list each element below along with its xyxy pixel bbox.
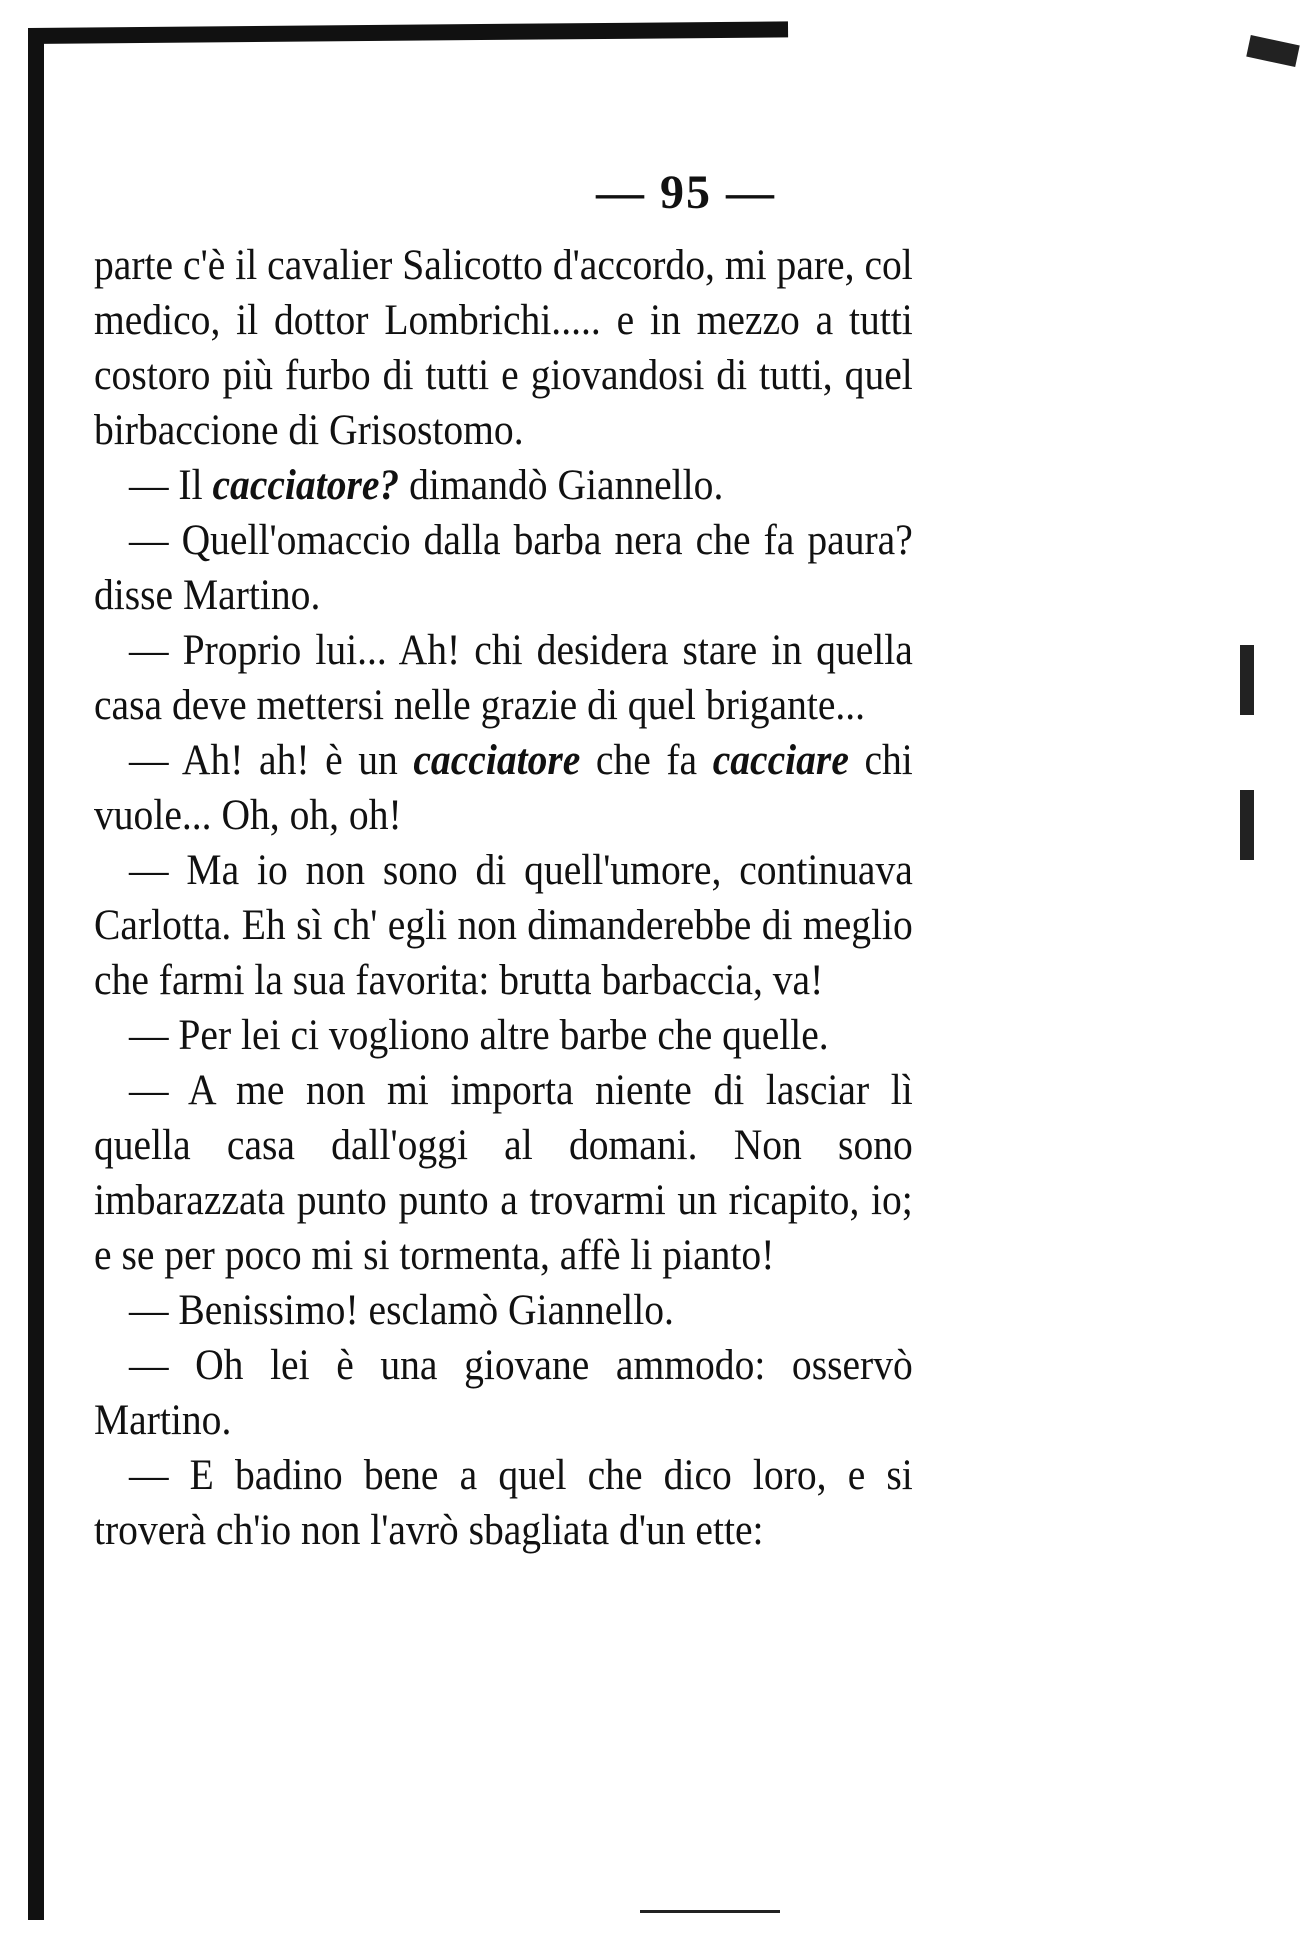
book-page-text [94, 238, 913, 1558]
paragraph: — A me non mi importa niente di lasciar lì quella casa dall'oggi al domani. Non sono imbarazzata punto punto a trovarmi un ricapito, io; e se per poco mi si tormenta, affè li pianto! [94, 1067, 913, 1279]
paragraph: — Quell'omaccio dalla barba nera che fa paura? disse Martino. [94, 517, 913, 619]
paragraph: — Ma io non sono di quell'umore, continuava Carlotta. Eh sì ch' egli non dimanderebbe di meglio che farmi la sua favorita: brutta barbaccia, va! [94, 847, 913, 1004]
paragraph: — Proprio lui... Ah! chi desidera stare in quella casa deve mettersi nelle grazie di quel brigante... [94, 627, 913, 729]
scan-artifact [1240, 645, 1254, 715]
paragraph: — Oh lei è una giovane ammodo: osservò Martino. [94, 1342, 913, 1444]
scan-artifact [640, 1910, 780, 1913]
page-number-header: — 95 — [596, 166, 776, 219]
scan-artifact [1240, 790, 1254, 860]
paragraph: — Per lei ci vogliono altre barbe che quelle. [128, 1012, 829, 1059]
paragraph: parte c'è il cavalier Salicotto d'accordo, mi pare, col medico, il dottor Lombrichi..... e in mezzo a tutti costoro più furbo di tutti e giovandosi di tutti, quel birbaccione di Grisostomo. [94, 242, 913, 454]
paragraph: — Benissimo! esclamò Giannello. [128, 1287, 674, 1334]
scan-border-left [28, 30, 44, 1920]
paragraph: — E badino bene a quel che dico loro, e si troverà ch'io non l'avrò sbagliata d'un ette: [94, 1452, 913, 1554]
paragraph: — Il cacciatore? dimandò Giannello. [128, 462, 724, 509]
scan-border-top [28, 21, 788, 44]
paragraph: — Ah! ah! è un cacciatore che fa cacciare chi vuole... Oh, oh, oh! [94, 737, 913, 839]
scan-artifact [1246, 35, 1299, 67]
